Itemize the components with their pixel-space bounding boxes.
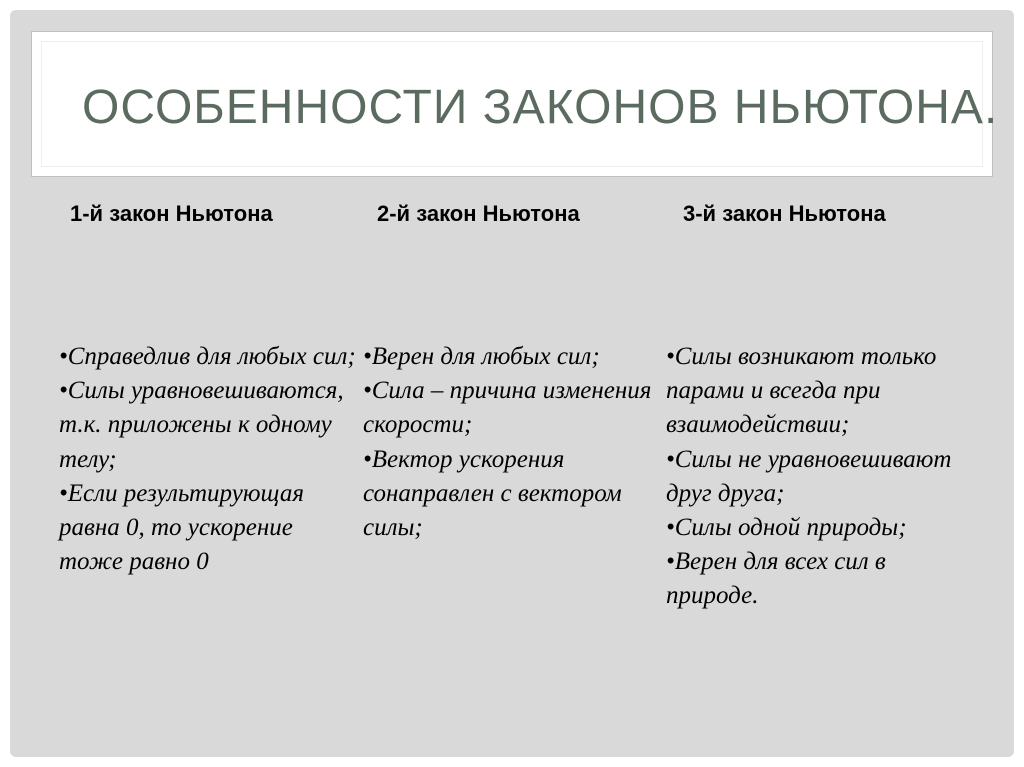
list-item: •Верен для любых сил; <box>363 343 600 370</box>
list-item: •Сила – причина изменения скорости; <box>363 377 652 439</box>
column-1-list <box>59 340 359 579</box>
column-2-heading: 2-й закон Ньютона <box>377 201 580 226</box>
list-item: •Силы уравновешиваются, т.к. приложены к одному телу; <box>59 377 344 473</box>
list-item: •Вектор ускорения сонаправлен с вектором силы; <box>363 445 622 542</box>
column-3-list <box>666 340 976 614</box>
slide <box>10 10 1014 757</box>
list-item: •Справедлив для любых сил; <box>59 343 356 370</box>
list-item: •Силы одной природы; <box>666 514 907 542</box>
column-1-heading: 1-й закон Ньютона <box>70 201 273 226</box>
list-item: •Если результирующая равна 0, то ускорение тоже равно 0 <box>59 479 305 576</box>
list-item: •Силы возникают только парами и всегда при взаимодействии; <box>666 343 937 439</box>
slide-title: ОСОБЕННОСТИ ЗАКОНОВ НЬЮТОНА. <box>82 81 999 134</box>
list-item: •Силы не уравновешивают друг друга; <box>666 445 952 507</box>
column-2-list <box>363 340 653 545</box>
title-box <box>31 31 999 177</box>
column-3-heading: 3-й закон Ньютона <box>683 201 886 226</box>
list-item: •Верен для всех сил в природе. <box>666 548 886 610</box>
